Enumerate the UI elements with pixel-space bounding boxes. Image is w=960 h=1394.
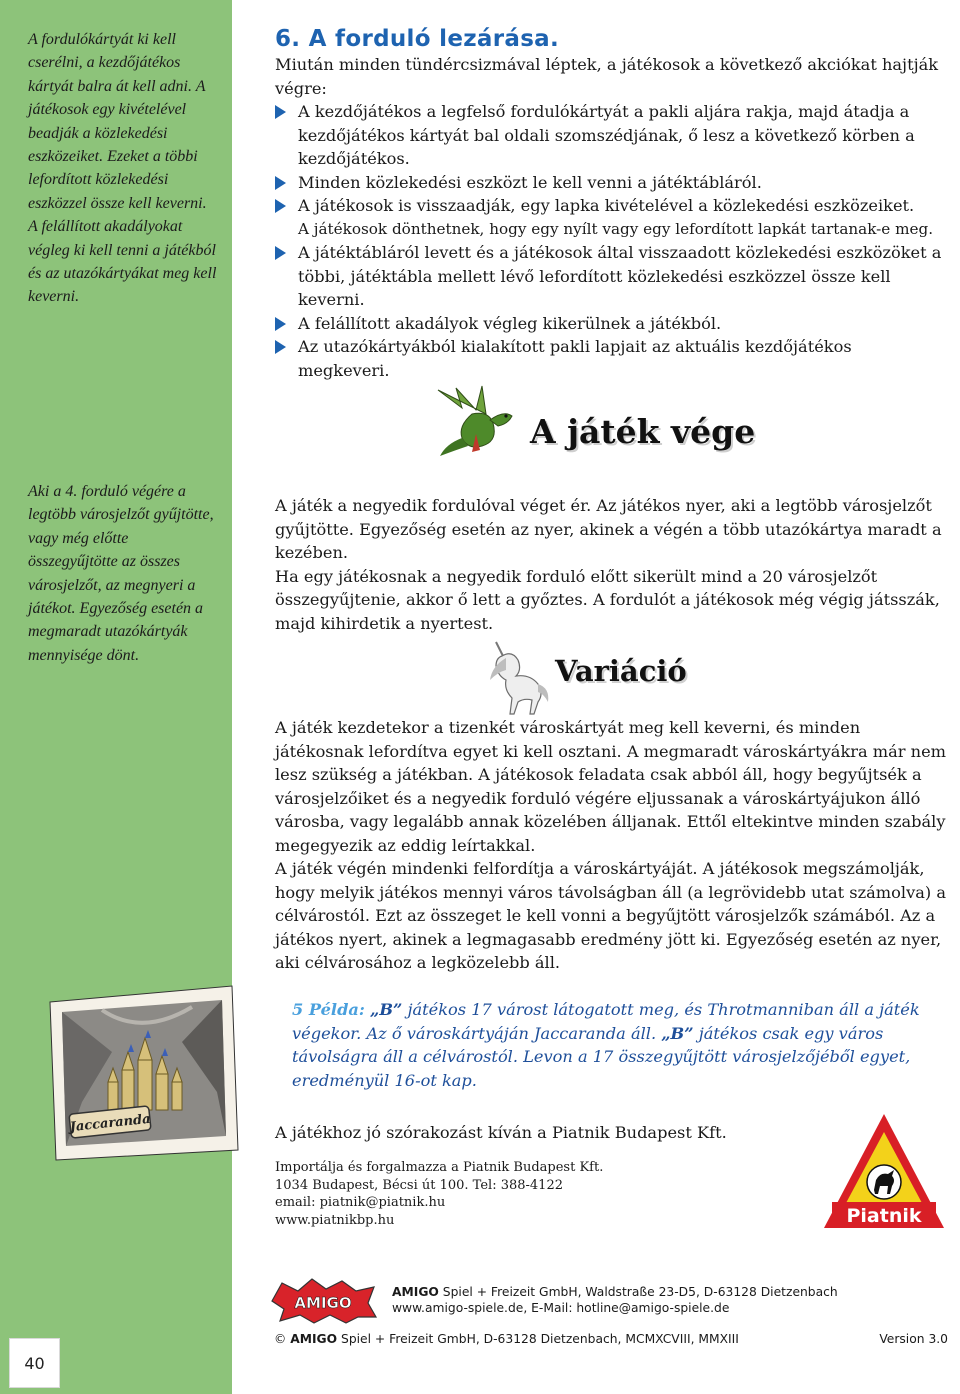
round-end-action-list bbox=[275, 100, 947, 382]
example-player-b: „B” bbox=[370, 1000, 403, 1019]
copyright-symbol: © bbox=[274, 1332, 287, 1346]
example-box bbox=[292, 998, 932, 1092]
amigo-address bbox=[392, 1284, 838, 1316]
list-item bbox=[275, 241, 947, 312]
action-text: A kezdőjátékos a legfelső fordulókártyát a pakli aljára rakja, majd átadja a kezdőjátékos kártyát bal oldali szomszédjának, ő lesz a következő körben a kezdőjátékos. bbox=[298, 102, 915, 168]
bullet-triangle-icon bbox=[275, 176, 286, 190]
game-end-title: A játék vége bbox=[530, 412, 756, 451]
amigo-address-text: Spiel + Freizeit GmbH, Waldstraße 23-D5, D-63128 Dietzenbach bbox=[438, 1285, 838, 1299]
amigo-logo-text: AMIGO bbox=[294, 1294, 352, 1312]
bullet-triangle-icon bbox=[275, 317, 286, 331]
bullet-triangle-icon bbox=[275, 105, 286, 119]
list-item bbox=[275, 171, 947, 195]
amigo-logo bbox=[268, 1277, 378, 1325]
example-text: játékos 17 várost látogatott meg, és Throtmanniban áll a játék végekor. Az ő városkártyáján Jaccaranda áll. bbox=[292, 1000, 920, 1043]
variation-paragraph: A játék végén mindenki felfordítja a városkártyáját. A játékosok megszámolják, hogy melyik játékos mennyi város távolságban áll (a legrövidebb utat számolva) a célvárostól. Ezt az összeget le kell vonni a begyűjtött városjelzők számából. Az a játékos nyert, akinek a legmagasabb eredmény jött ki. Egyezőség esetén az nyer, aki célvárosához a legközelebb áll. bbox=[275, 859, 946, 972]
game-end-paragraph: A játék a negyedik fordulóval véget ér. Az játékos nyer, aki a legtöbb városjelzőt gyűjtötte. Egyezőség esetén az nyer, akinek a végén a több utazókártya maradt a kezében. bbox=[275, 496, 942, 562]
importer-line: Importálja és forgalmazza a Piatnik Budapest Kft. bbox=[275, 1160, 604, 1175]
importer-info bbox=[275, 1159, 695, 1229]
piatnik-logo bbox=[820, 1110, 948, 1234]
version-label: Version 3.0 bbox=[879, 1332, 948, 1346]
copyright-name: AMIGO bbox=[290, 1332, 338, 1346]
bullet-triangle-icon bbox=[275, 246, 286, 260]
bullet-triangle-icon bbox=[275, 340, 286, 354]
importer-website: www.piatnikbp.hu bbox=[275, 1212, 395, 1228]
action-text: A felállított akadályok végleg kikerülnek a játékból. bbox=[298, 313, 722, 333]
section-heading: 6. A forduló lezárása. bbox=[275, 26, 560, 52]
list-item bbox=[275, 312, 947, 336]
copyright-line bbox=[274, 1332, 948, 1346]
page-number: 40 bbox=[9, 1338, 60, 1388]
action-subnote: A játékosok dönthetnek, hogy egy nyílt vagy egy lefordított lapkát tartanak-e meg. bbox=[298, 219, 934, 238]
list-item bbox=[275, 194, 947, 241]
importer-email: email: piatnik@piatnik.hu bbox=[275, 1195, 446, 1210]
example-label: 5 Példa: bbox=[292, 1000, 365, 1019]
game-end-paragraph: Ha egy játékosnak a negyedik forduló előtt sikerült mind a 20 városjelzőt összegyűjtenie, akkor ő lett a győztes. A fordulót a játékosok még végig játsszák, majd kihirdetik a nyertest. bbox=[275, 566, 940, 633]
copyright-text: Spiel + Freizeit GmbH, D-63128 Dietzenbach, MCMXCVIII, MMXIII bbox=[337, 1332, 739, 1346]
example-text: játékos csak egy város távolságra áll a célvárostól. Levon a 17 összegyűjtött városjelzőjéből egyet, eredményül 16-ot kap. bbox=[292, 1023, 911, 1090]
dragon-icon bbox=[432, 380, 524, 460]
list-item bbox=[275, 100, 947, 171]
sidebar-note-round-end: A fordulókártyát ki kell cserélni, a kezdőjátékos kártyát balra át kell adni. A játékosok egy kivételével beadják a közlekedési eszközeiket. Ezeket a többi lefordított közlekedési eszközzel össze kell keverni. A felállított akadályokat végleg ki kell tenni a játékból és az utazókártyákat meg kell keverni. bbox=[28, 31, 217, 306]
bullet-triangle-icon bbox=[275, 199, 286, 213]
game-end-text bbox=[275, 494, 947, 635]
section-intro: Miután minden tündércsizmával léptek, a játékosok a következő akciókat hajtják végre: bbox=[275, 55, 939, 98]
example-player-b: „B” bbox=[661, 1023, 694, 1043]
left-sidebar bbox=[0, 0, 232, 1394]
variation-title: Variáció bbox=[555, 654, 687, 688]
unicorn-icon bbox=[482, 636, 552, 716]
amigo-web: www.amigo-spiele.de, E-Mail: hotline@amigo-spiele.de bbox=[392, 1301, 730, 1315]
importer-address: 1034 Budapest, Bécsi út 100. Tel: 388-4122 bbox=[275, 1177, 563, 1193]
action-text: A játéktábláról levett és a játékosok által visszaadott közlekedési eszközöket a többi, játéktábla mellett lévő lefordított közlekedési eszközzel össze kell keverni. bbox=[298, 243, 942, 309]
list-item bbox=[275, 335, 947, 382]
closing-wish: A játékhoz jó szórakozást kíván a Piatnik Budapest Kft. bbox=[275, 1123, 727, 1142]
amigo-name: AMIGO bbox=[392, 1285, 439, 1299]
variation-paragraph: A játék kezdetekor a tizenkét városkártyát meg kell keverni, és minden játékosnak lefordítva egyet ki kell osztani. A megmaradt városkártyákra már nem lesz szükség a játékban. A játékosok feladata csak abból áll, hogy begyűjtsék a városjelzőiket és a negyedik forduló végére eljussanak a városkártyájukon álló városba, vagy legalább annak közelében álljanak. Ettől eltekintve minden szabály megegyezik az eddig leírtakkal. bbox=[275, 718, 947, 855]
action-text: Minden közlekedési eszközt le kell venni a játéktábláról. bbox=[298, 172, 762, 192]
variation-text bbox=[275, 716, 947, 975]
sidebar-note-winner: Aki a 4. forduló végére a legtöbb városjelzőt gyűjtötte, vagy még előtte összegyűjtötte az összes városjelzőt, az megnyeri a játékot. Egyezőség esetén a megmaradt utazókártyák mennyisége dönt. bbox=[28, 483, 214, 664]
city-card-illustration bbox=[42, 982, 242, 1162]
action-text: A játékosok is visszaadják, egy lapka kivételével a közlekedési eszközeiket. bbox=[298, 196, 915, 215]
card-label: Jaccaranda bbox=[69, 1111, 152, 1136]
piatnik-logo-text: Piatnik bbox=[846, 1205, 922, 1227]
action-text: Az utazókártyákból kialakított pakli lapjait az aktuális kezdőjátékos megkeveri. bbox=[298, 337, 852, 380]
